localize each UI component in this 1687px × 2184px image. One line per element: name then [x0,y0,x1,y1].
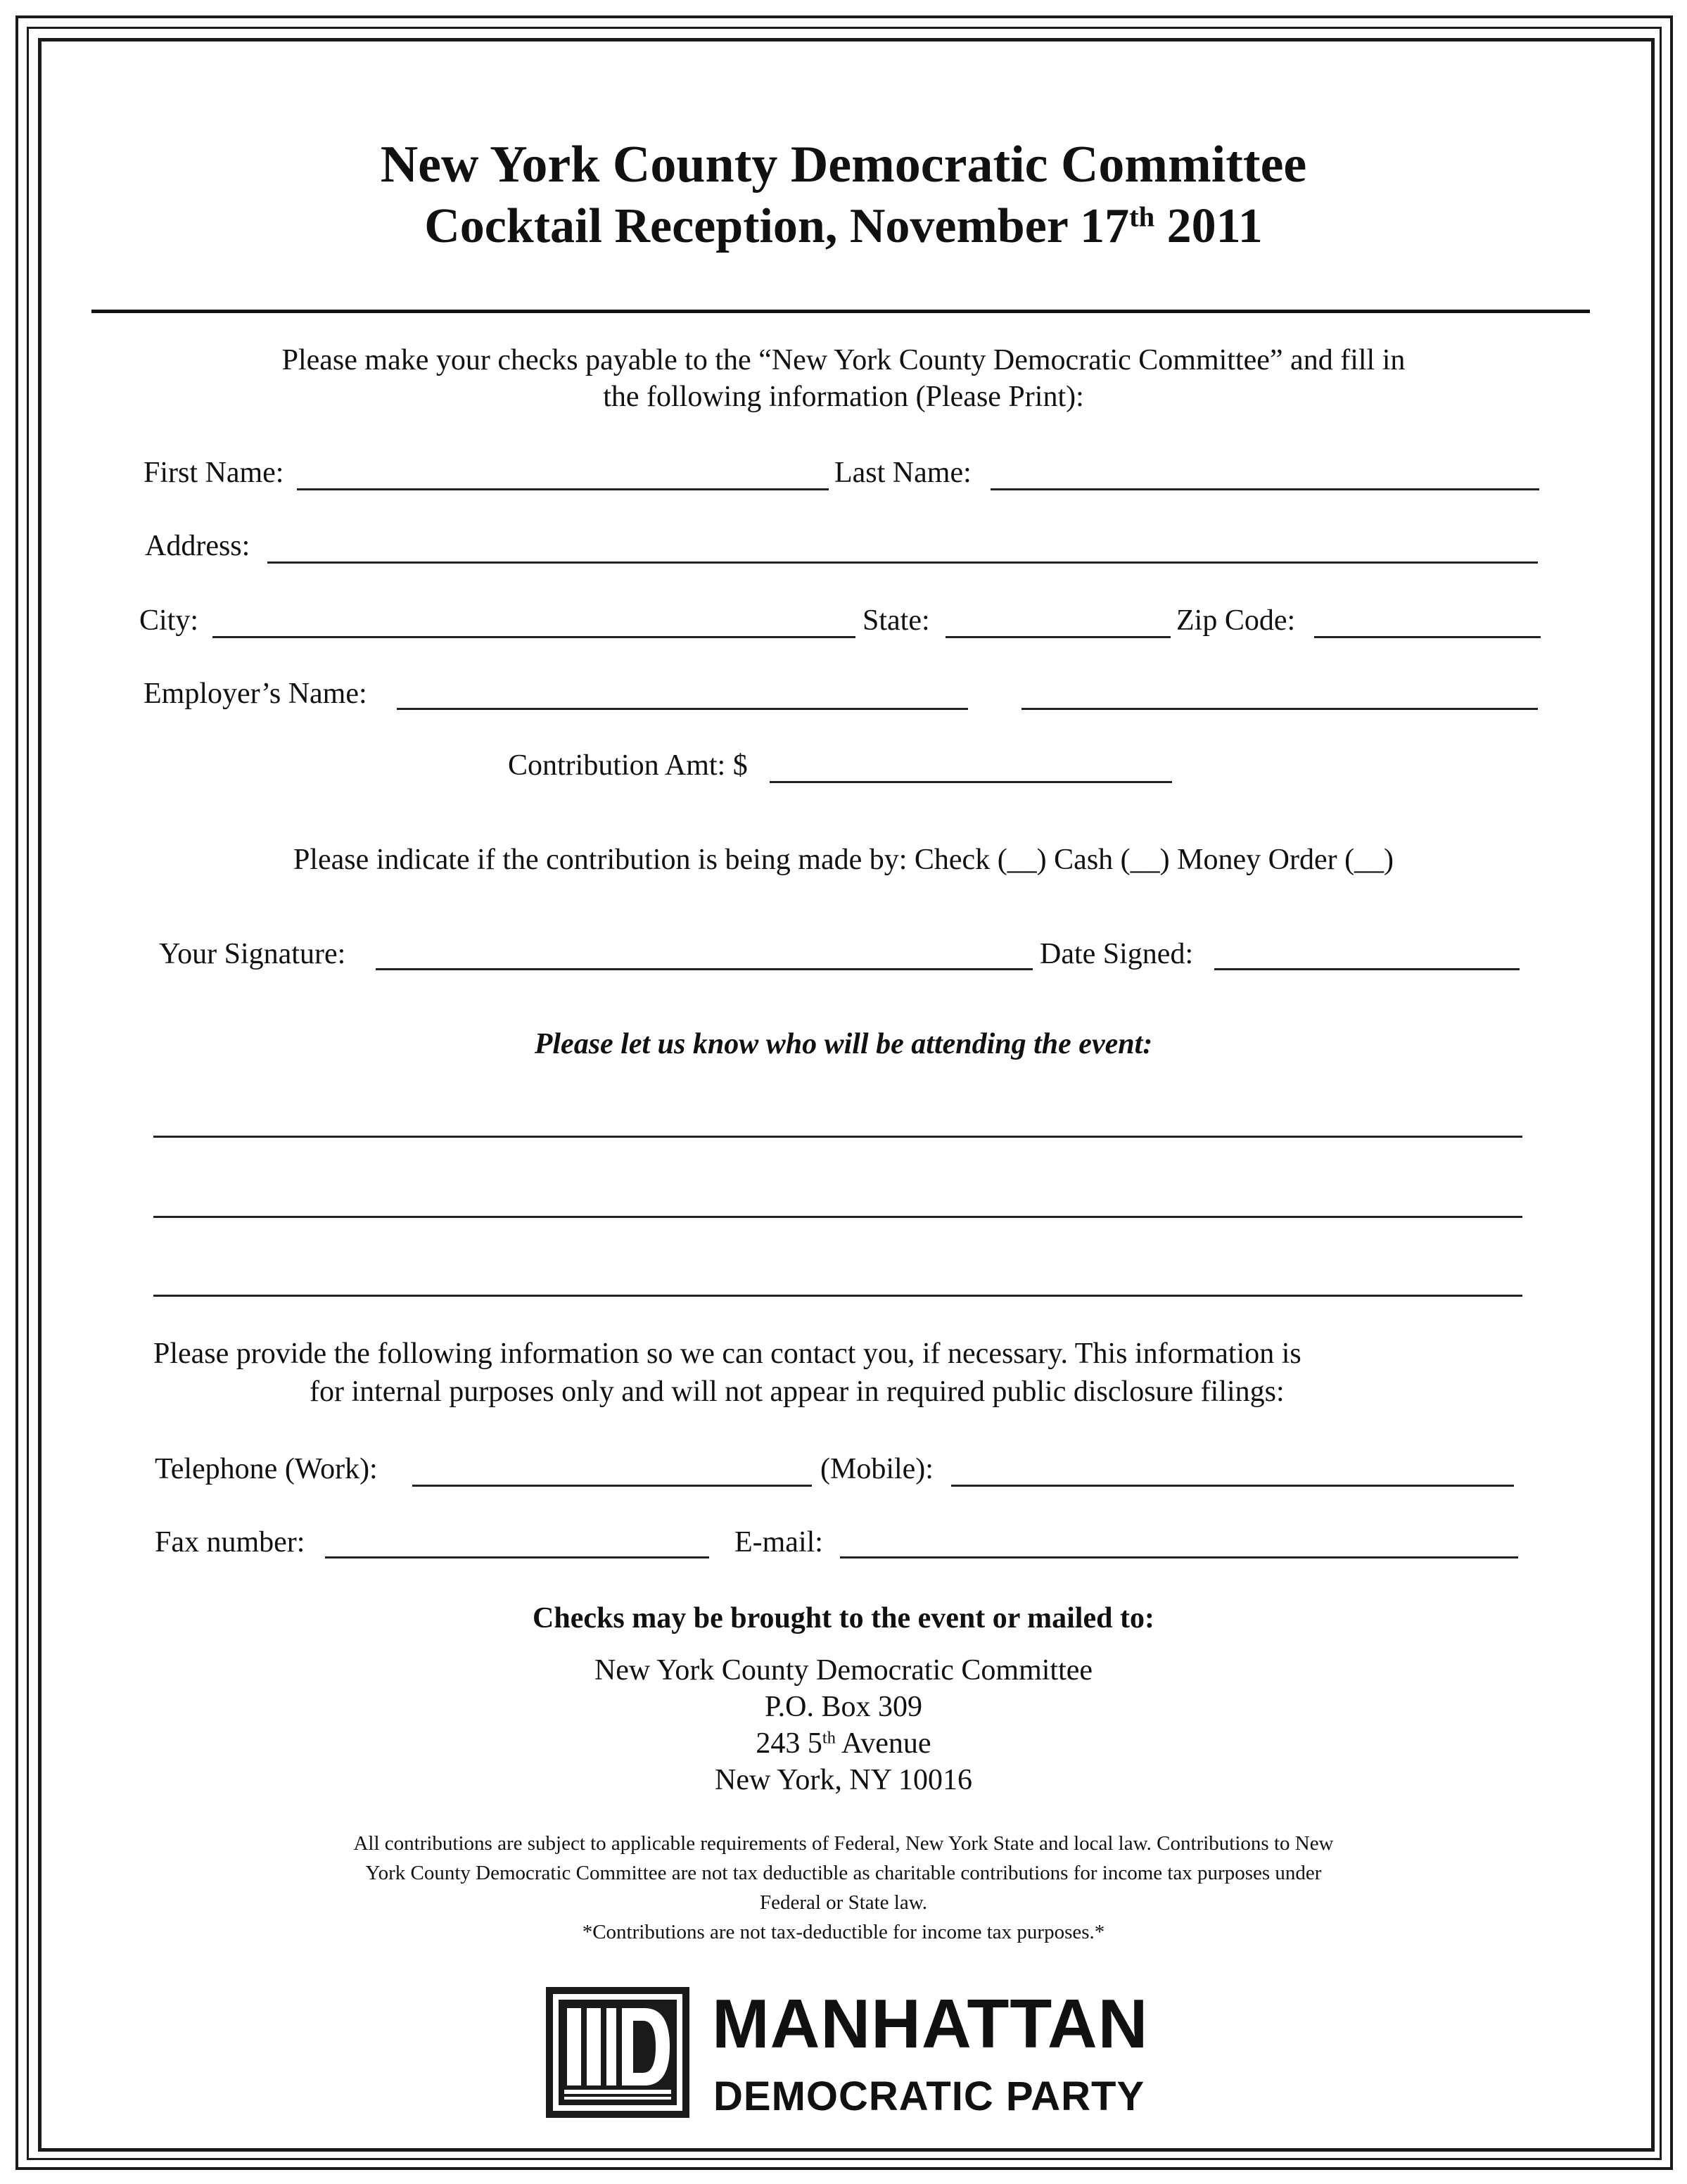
state-field[interactable] [946,636,1171,638]
contribution-amount-label: Contribution Amt: $ [508,749,748,782]
mobile-field[interactable] [951,1485,1514,1487]
attendee-line-1[interactable] [153,1136,1522,1138]
mobile-label: (Mobile): [820,1453,934,1485]
mailing-city: New York, NY 10016 [715,1764,972,1796]
mailing-name: New York County Democratic Committee [594,1654,1093,1687]
contact-intro-line1: Please provide the following information so we can contact you, if necessary. This information is [153,1338,1301,1370]
date-signed-label: Date Signed: [1040,938,1194,970]
employer-field[interactable] [397,708,968,710]
title-committee: New York County Democratic Committee [380,136,1307,193]
last-name-label: Last Name: [834,457,972,489]
logo-democratic-party-text: DEMOCRATIC PARTY [713,2074,1145,2119]
date-signed-field[interactable] [1214,968,1520,970]
disclaimer-line2: York County Democratic Committee are not tax deductible as charitable contributions for income tax purposes under [365,1862,1322,1884]
telephone-work-field[interactable] [412,1485,812,1487]
state-label: State: [862,604,930,637]
first-name-field[interactable] [297,488,829,490]
instructions-line1: Please make your checks payable to the “New York County Democratic Committee” and fill in [281,344,1406,376]
fax-number-field[interactable] [325,1556,709,1558]
signature-field[interactable] [376,968,1033,970]
contribution-amount-field[interactable] [770,781,1172,783]
address-field[interactable] [267,561,1538,564]
header-rule [91,310,1590,313]
zip-code-label: Zip Code: [1176,604,1296,637]
attendees-prompt: Please let us know who will be attending the event: [534,1028,1153,1060]
disclaimer-line4: *Contributions are not tax-deductible for income tax purposes.* [582,1921,1105,1943]
mailing-heading: Checks may be brought to the event or mailed to: [533,1602,1154,1634]
disclaimer-line3: Federal or State law. [759,1891,928,1914]
attendee-line-3[interactable] [153,1295,1522,1297]
mailing-street: 243 5th Avenue [756,1727,931,1760]
title-event: Cocktail Reception, November 17th 2011 [424,199,1263,253]
employer-field-extra[interactable] [1021,708,1538,710]
zip-code-field[interactable] [1314,636,1541,638]
telephone-work-label: Telephone (Work): [155,1453,378,1485]
attendee-line-2[interactable] [153,1216,1522,1218]
logo-manhattan-text: MANHATTAN [712,1985,1149,2062]
last-name-field[interactable] [991,488,1539,490]
first-name-label: First Name: [144,457,284,489]
contact-intro-line2: for internal purposes only and will not appear in required public disclosure filings: [310,1376,1285,1408]
mailing-po-box: P.O. Box 309 [764,1691,923,1723]
manhattan-democratic-party-logo-icon [546,1987,689,2118]
payment-method-prompt[interactable]: Please indicate if the contribution is being made by: Check (__) Cash (__) Money Order (__) [293,844,1394,876]
signature-label: Your Signature: [159,938,346,970]
city-label: City: [139,604,199,637]
instructions-line2: the following information (Please Print): [603,381,1084,413]
email-field[interactable] [840,1556,1518,1558]
city-field[interactable] [212,636,855,638]
employer-label: Employer’s Name: [144,678,367,710]
address-label: Address: [145,530,250,562]
email-label: E-mail: [734,1526,823,1558]
disclaimer-line1: All contributions are subject to applicable requirements of Federal, New York State and local law. Contributions to New [353,1832,1334,1855]
fax-number-label: Fax number: [155,1526,305,1558]
